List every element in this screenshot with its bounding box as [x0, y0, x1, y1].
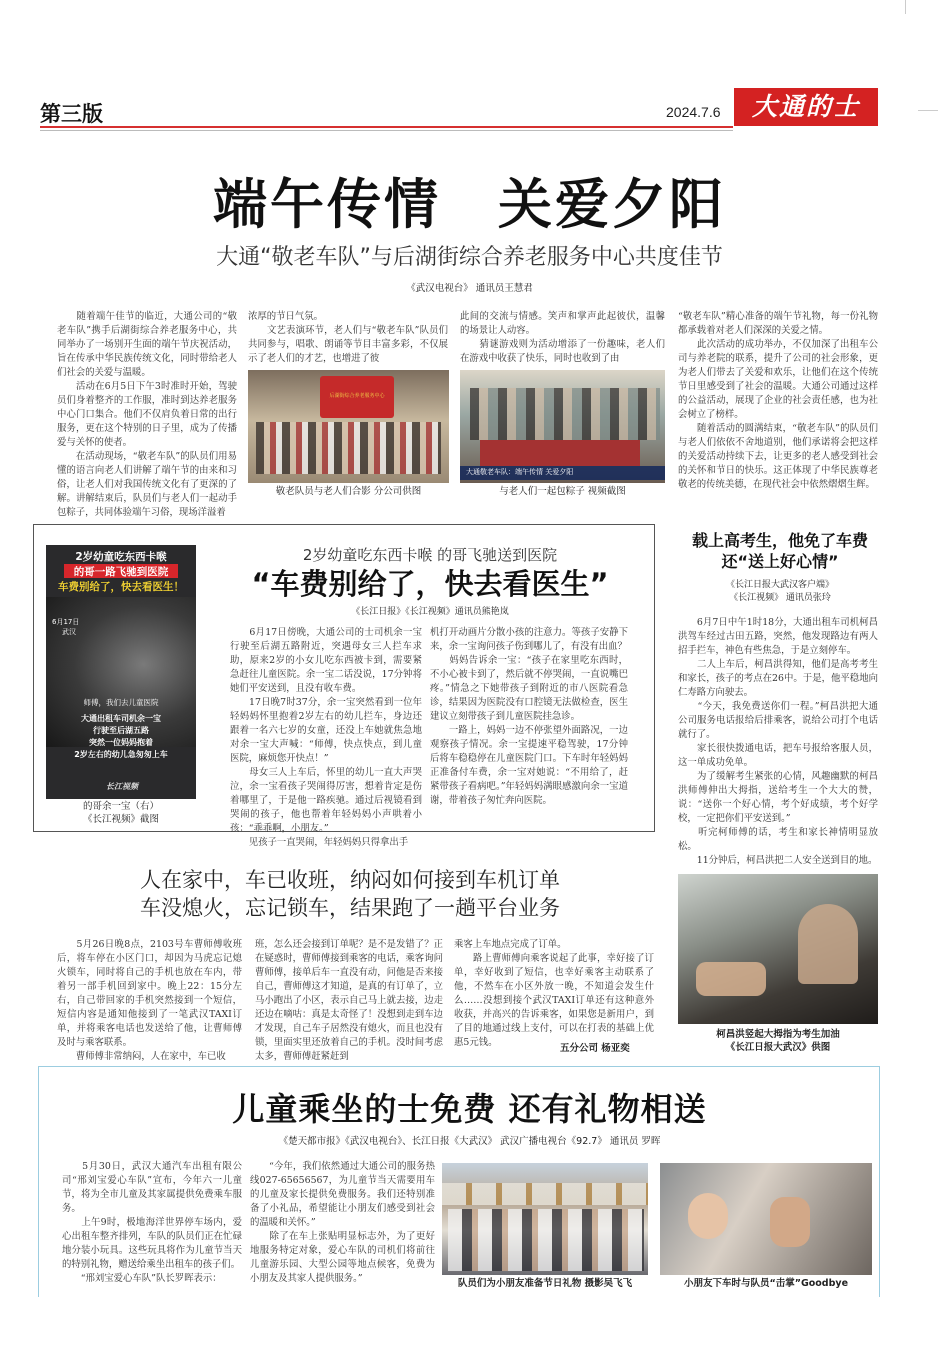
story3-byline2: 《长江视频》 通讯员张玲 — [729, 593, 831, 603]
banner-text: 后湖街综合养老服务中心 — [329, 393, 385, 399]
story2-byline: 《长江日报》《长江视频》通讯员熊艳岚 — [351, 607, 509, 617]
edition-label: 第三版 — [40, 103, 103, 126]
story1-photo-group — [248, 370, 449, 483]
story3-caption1: 柯昌洪竖起大拇指为考生加油 — [716, 1029, 840, 1040]
crop-mark — [905, 0, 906, 14]
story1-photo2-caption: 与老人们一起包粽子 视频截图 — [499, 486, 626, 497]
story4-signoff: 五分公司 杨亚奕 — [560, 1043, 630, 1054]
story2-col2: 机打开动画片分散小孩的注意力。等孩子安静下来，余一宝询问孩子伤到哪儿了，有没有出血？ 妈妈告诉余一宝：“孩子在家里吃东西时，不小心被卡到了，然后就不停哭闹，一直说嘴巴疼。”情急之下她带孩子到附近的市八医院看急诊，结果因为医院没有口腔镜无法做检查，医生建议立刻带孩子到儿童医院挂急诊。 一路上，妈妈一边不停张望外面路况，一边观察孩子情况。余一宝提速平稳驾驶，17分钟后将车稳稳停在儿童医院门口。下车时年轻妈妈正准备付车费，余一宝对她说：“不用给了，赶紧带孩子看病吧。”年轻妈妈满眼感激向余一宝道谢，带着孩子匆忙奔向医院。 — [430, 627, 628, 806]
story3-photo — [678, 874, 878, 1024]
crop-mark — [918, 110, 938, 111]
story5-headline: 儿童乘坐的士免费 还有礼物相送 — [232, 1090, 707, 1128]
video-overlay-text: 大通敬老车队：端午传情 关爱夕阳 — [466, 468, 574, 476]
still-date: 6月17日 — [52, 618, 80, 626]
thumb-shape — [696, 962, 766, 996]
still-line1: 师傅，我们去儿童医院 — [83, 698, 159, 707]
story5-col2: “今年，我们依然通过大通公司的服务热线027-65656567，为儿童节当天需要用车的儿童及家长提供免费服务。我们还特别准备了小礼品，希望能让小朋友们感受到社会的温暖和关怀。” 除了在车上张贴明显标志外，为了更好地服务特定对象，爱心车队的司机们将前往儿童游乐园、大型公园等地点候客，免费为小朋友及其家人提供服务。” — [250, 1161, 435, 1284]
story2-kicker: 2岁幼童吃东西卡喉 的哥飞驰送到医院 — [302, 546, 558, 564]
story5-caption2: 小朋友下车时与队员“击掌”Goodbye — [683, 1278, 849, 1289]
still-title2: 的哥一路飞驰到医院 — [73, 566, 169, 578]
story3-caption2: 《长江日报大武汉》供图 — [725, 1042, 831, 1053]
story4-col2: 班，怎么还会接到订单呢？是不是发错了？正在疑惑时，曹师傅接到乘客的电话，乘客询问曹师傅，接单后车一直没有动，问他是否来接自己，曹师傅这才知道，是真的有订单了，立马小跑出了小区，表示自己马上就去接，边走还边在嘀咕：真是太奇怪了！没想到走到车边才发现，自己车子居然没有熄火，而且也没有锁，里面实里还放着自己的手机。没时间考虑太多，曹师傅赶紧赶到 — [255, 939, 443, 1062]
story3-headline1: 载上高考生，他免了车费 — [691, 531, 868, 550]
story5-col1: 5月30日，武汉大通汽车出租有限公司“邢刘宝爱心车队”宣布，今年六一儿童节，将为全市儿童及其家属提供免费乘车服务。 上午9时，极地海洋世界停车场内，爱心出租车整齐排列，车队的队员们正在忙碌地分装小玩具。这些玩具将作为儿童节当天的特别礼物，赠送给乘坐出租车的孩子们。 “邢刘宝爱心车队”队长罗晖表示： — [62, 1161, 242, 1284]
volunteers — [448, 1209, 644, 1271]
story1-col2: 浓厚的节日气氛。 文艺表演环节，老人们与“敬老车队”队员们共同参与，唱歌、朗诵等节目丰富多彩，不仅展示了老人们的才艺，也增进了彼 — [248, 311, 448, 364]
table-shape — [480, 440, 640, 466]
story4-col1: 5月26日晚8点，2103号车曹师傅收班后，将车停在小区门口，却因为马虎忘记熄火锁车，同时将自己的手机也放在车内，带着另一部手机回到家中。晚上22：15分左右，自己带回家的手机突然接到一个短信，短信内容是通知他接到了一笔武汉TAXI订单，并将乘客电话也发送给了他，让曹师傅及时与乘客联系。 曹师傅非常纳闷，人在家中，车已收 — [57, 939, 242, 1062]
taxi-row — [442, 1183, 648, 1205]
story2-caption2: 《长江视频》截图 — [82, 814, 159, 825]
driver-shape — [798, 904, 858, 984]
story2-headline: “车费别给了，快去看医生” — [251, 567, 609, 601]
story1-headline: 端午传情 关爱夕阳 — [213, 173, 726, 236]
issue-date: 2024.7.6 — [666, 104, 721, 120]
story1-subhead: 大通“敬老车队”与后湖街综合养老服务中心共度佳节 — [216, 245, 723, 270]
still-line5: 2岁左右的幼儿急匆匆上车 — [74, 750, 168, 759]
story4-col3: 乘客上车地点完成了订单。 路上曹师傅向乘客说起了此事，幸好接了订单，幸好收到了短信，也幸好乘客主动联系了他，不然车在小区外放一晚，不知道会发生什么……没想到接个武汉TAXI订单还有这种意外收获，并高兴的告诉乘客，如果您是新用户，到了目的地通过线上支付，可以在打表的基础上优惠5元钱。 — [454, 939, 654, 1048]
header-rule — [40, 126, 733, 128]
still-title3: 车费别给了，快去看医生！ — [58, 581, 184, 593]
story3-headline2: 还“送上好心情” — [721, 552, 839, 571]
story5-byline: 《楚天都市报》《武汉电视台》、长江日报《大武汉》 武汉广播电视台《92.7》 通讯员 罗晖 — [278, 1136, 661, 1147]
story1-byline: 《武汉电视台》 通讯员王慧君 — [406, 283, 533, 294]
story5-caption1: 队员们为小朋友准备节日礼物 摄影吴飞飞 — [457, 1278, 633, 1289]
story2-video-still — [46, 545, 196, 799]
story3-body: 6月7日中午1时18分，大通出租车司机柯昌洪驾车经过古田五路，突然，他发现路边有两人招手拦车，神色有些焦急，于是立刻停车。 二人上车后，柯昌洪得知，他们是高考考生和家长，孩子的考点在26中。于是，他平稳地向仁寿路方向驶去。 “今天，我免费送你们一程。”柯昌洪把大通公司服务电话报给后排乘客，说给公司打个电话就行了。 家长很快拨通电话，把车号报给客服人员，这一单成功免单。 为了缓解考生紧张的心情，风趣幽默的柯昌洪师傅伸出大拇指，送给考生一个大大的赞，说：“送你一个好心情，考个好成绩，考个好学校，一定把你们平安送到。” 听完柯师傅的话，考生和家长神情明显放松。 11分钟后，柯昌洪把二人安全送到目的地。 — [678, 617, 878, 866]
dazhong-taxi-logo — [734, 88, 878, 126]
header-rule-grey — [40, 130, 733, 131]
page-header — [40, 94, 900, 128]
story1-col3: 此间的交流与情感。笑声和掌声此起彼伏，温馨的场景让人动容。 猜谜游戏则为活动增添了一份趣味，老人们在游戏中收获了快乐，同时也收到了由 — [460, 311, 665, 364]
hand-shape — [770, 1197, 810, 1247]
story1-col1: 随着端午佳节的临近，大通公司的“敬老车队”携手后湖街综合养老服务中心，共同举办了一场别开生面的端午节庆祝活动，旨在传承中华民族传统文化，同时带给老人们社会的关爱与温暖。 活动在6月5日下午3时准时开始，驾驶员们身着整齐的工作服，准时到达养老服务中心门口集合。他们不仅肩负着日常的出行服务，更在这个特别的日子里，成为了传播爱与关怀的使者。 在活动现场，“敬老车队”的队员们用易懂的语言向老人们讲解了端午节的由来和习俗，让老人们对我国传统文化有了更深的了解。讲解结束后，队员们与老人们一起动手包粽子，共同体验端午习俗，现场洋溢着 — [57, 311, 237, 518]
child-face — [688, 1193, 728, 1239]
people-shapes — [470, 388, 660, 440]
still-line4: 突然一位妈妈抱着 — [89, 738, 153, 747]
story2-col1: 6月17日傍晚，大通公司的士司机余一宝行驶至后湖五路附近，突遇母女三人拦车求助，原来2岁的小女儿吃东西被卡到，需要紧急赶往儿童医院。余一宝二话没说，17分钟将她们平安送到，且没有收车费。 17日晚7时37分，余一宝突然看到一位年轻妈妈怀里抱着2岁左右的幼儿拦车，身边还跟着一名六七岁的女童，还没上车她就焦急地对余一宝大声喊：“师傅，快点快点，到儿童医院，麻烦您开快点！” 母女三人上车后，怀里的幼儿一直大声哭泣，余一宝看孩子哭闹得厉害，想着肯定是伤着哪里了，于是他一路疾驰。通过后视镜看到哭闹的孩子，他也帮着年轻妈妈小声哄着小孩：“乖乖啊，小朋友。” 见孩子一直哭闹，年轻妈妈只得拿出手 — [230, 627, 422, 848]
story4-headline1: 人在家中，车已收班，纳闷如何接到车机订单 — [140, 868, 560, 892]
story4-headline2: 车没熄火，忘记锁车，结果跑了一趟平台业务 — [140, 896, 560, 920]
story5-photo-gifts — [442, 1163, 648, 1275]
story1-photo1-caption: 敬老队员与老人们合影 分公司供图 — [275, 486, 422, 497]
story1-photo-dumplings — [460, 370, 665, 483]
still-place: 武汉 — [62, 628, 76, 636]
still-line2: 大通出租车司机余一宝 — [81, 714, 161, 723]
story3-byline1: 《长江日报大武汉客户端》 — [725, 580, 834, 590]
still-title1: 2岁幼童吃东西卡喉 — [75, 551, 167, 563]
still-logo: 长江视频 — [106, 782, 138, 791]
story1-col4: “敬老车队”精心准备的端午节礼物，每一份礼物都承载着对老人们深深的关爱之情。 此次活动的成功举办，不仅加深了出租车公司与养老院的联系，提升了公司的社会形象，更为老人们带去了关爱和欢乐，让他们在这个传统节日里感受到了社会的温暖。大通公司通过这样的公益活动，展现了企业的社会责任感，也为社会树立了榜样。 随着活动的圆满结束，“敬老车队”的队员们与老人们依依不舍地道别，他们承诺将会把这样的关爱活动持续下去，让更多的老人感受到社会的关怀和节日的快乐。这正体现了中华民族尊老敬老的传统美德，在现代社会中依然熠熠生辉。 — [678, 311, 878, 490]
story5-photo-highfive — [660, 1163, 872, 1275]
people-row — [256, 422, 441, 474]
story2-caption1: 的哥余一宝（右） — [82, 801, 159, 812]
still-line3: 行驶至后湖五路 — [93, 726, 149, 735]
logo-text: 大通的士 — [751, 92, 860, 121]
